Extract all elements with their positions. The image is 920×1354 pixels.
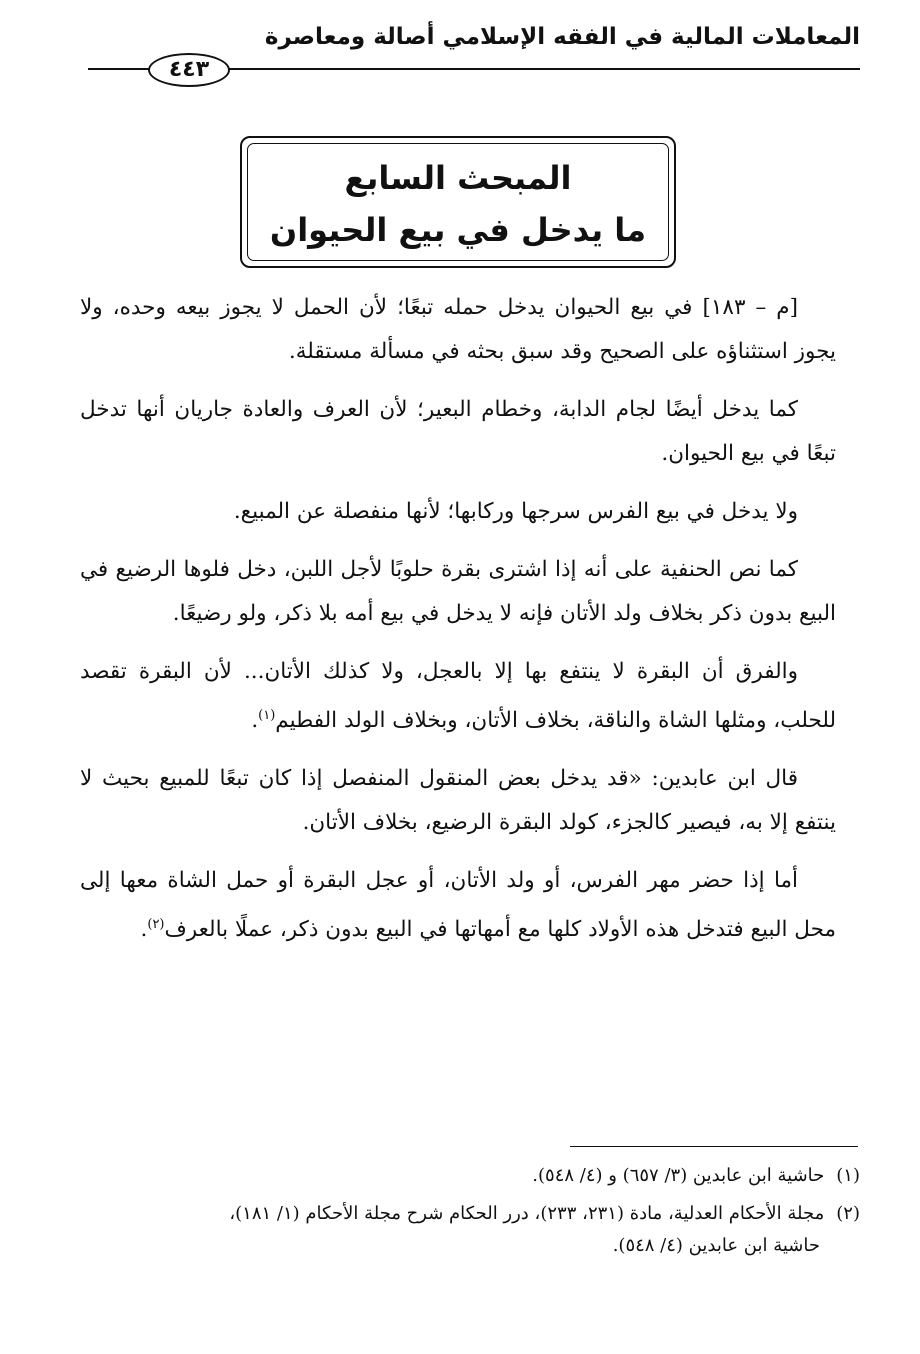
section-subtitle: ما يدخل في بيع الحيوان	[269, 211, 647, 249]
body-text	[80, 286, 836, 966]
paragraph-text: كما نص الحنفية على أنه إذا اشترى بقرة حلوبًا لأجل اللبن، دخل فلوها الرضيع في البيع بدون ذكر بخلاف ولد الأتان فإنه لا يدخل في بيع أمه بلا ذكر، ولو رضيعًا.	[80, 557, 836, 626]
running-title: المعاملات المالية في الفقه الإسلامي أصالة ومعاصرة	[264, 24, 860, 50]
footnote-number: (١)	[836, 1165, 860, 1186]
paragraph-text: ولا يدخل في بيع الفرس سرجها وركابها؛ لأنها منفصلة عن المبيع.	[233, 499, 798, 524]
paragraph-text: [م – ١٨٣] في بيع الحيوان يدخل حمله تبعًا؛ لأن الحمل لا يجوز بيعه وحده، ولا يجوز استثناؤه على الصحيح وقد سبق بحثه في مسألة مستقلة.	[80, 295, 836, 364]
footnote-text: مجلة الأحكام العدلية، مادة (٢٣١، ٢٣٣)، درر الحكام شرح مجلة الأحكام (١/ ١٨١)،	[229, 1203, 825, 1224]
page-number: ٤٤٣	[148, 53, 230, 87]
paragraph-text: أما إذا حضر مهر الفرس، أو ولد الأتان، أو عجل البقرة أو حمل الشاة معها إلى محل البيع فتدخل هذه الأولاد كلها مع أمهاتها في البيع بدون ذكر، عملًا بالعرف	[80, 868, 836, 943]
paragraph-text: قال ابن عابدين: «قد يدخل بعض المنقول المنفصل إذا كان تبعًا للمبيع بحيث لا ينتفع إلا به، فيصير كالجزء، كولد البقرة الرضيع، بخلاف الأتان.	[80, 766, 836, 836]
footnotes	[80, 1160, 860, 1268]
footnote-2	[80, 1198, 860, 1262]
section-title-frame	[240, 136, 676, 268]
paragraph-3	[80, 490, 836, 534]
page-header	[88, 22, 860, 82]
paragraph-text: والفرق أن البقرة لا ينتفع بها إلا بالعجل، ولا كذلك الأتان... لأن البقرة تقصد للحلب، ومثلها الشاة والناقة، بخلاف الأتان، وبخلاف الولد الفطيم	[80, 659, 836, 734]
paragraph-text: كما يدخل أيضًا لجام الدابة، وخطام البعير؛ لأن العرف والعادة جاريان أنها تدخل تبعًا في بيع الحيوان.	[80, 397, 836, 466]
footnote-ref-2[interactable]: (٢)	[147, 917, 165, 933]
footnote-1	[80, 1160, 860, 1192]
footnote-text: حاشية ابن عابدين (٣/ ٦٥٧) و (٤/ ٥٤٨).	[532, 1165, 825, 1186]
footnote-separator	[570, 1146, 858, 1147]
paragraph-7: أما إذا حضر مهر الفرس، أو ولد الأتان، أو عجل البقرة أو حمل الشاة معها إلى محل البيع فتدخل هذه الأولاد كلها مع أمهاتها في البيع بدون ذكر، عملًا بالعرف$^{(٢)}$.	[80, 868, 836, 943]
footnote-number: (٢)	[836, 1203, 860, 1224]
paragraph-4	[80, 548, 836, 636]
paragraph-6	[80, 757, 836, 845]
paragraph-1	[80, 286, 836, 374]
paragraph-5: والفرق أن البقرة لا ينتفع بها إلا بالعجل، ولا كذلك الأتان... لأن البقرة تقصد للحلب، ومثلها الشاة والناقة، بخلاف الأتان، وبخلاف الولد الفطيم$^{(١)}$.	[80, 659, 836, 734]
footnote-text-continued: حاشية ابن عابدين (٤/ ٥٤٨).	[612, 1235, 820, 1256]
section-title-inner-frame	[247, 143, 669, 261]
section-title: المبحث السابع	[344, 159, 572, 197]
footnote-ref-1[interactable]: (١)	[258, 708, 276, 723]
paragraph-2	[80, 388, 836, 476]
